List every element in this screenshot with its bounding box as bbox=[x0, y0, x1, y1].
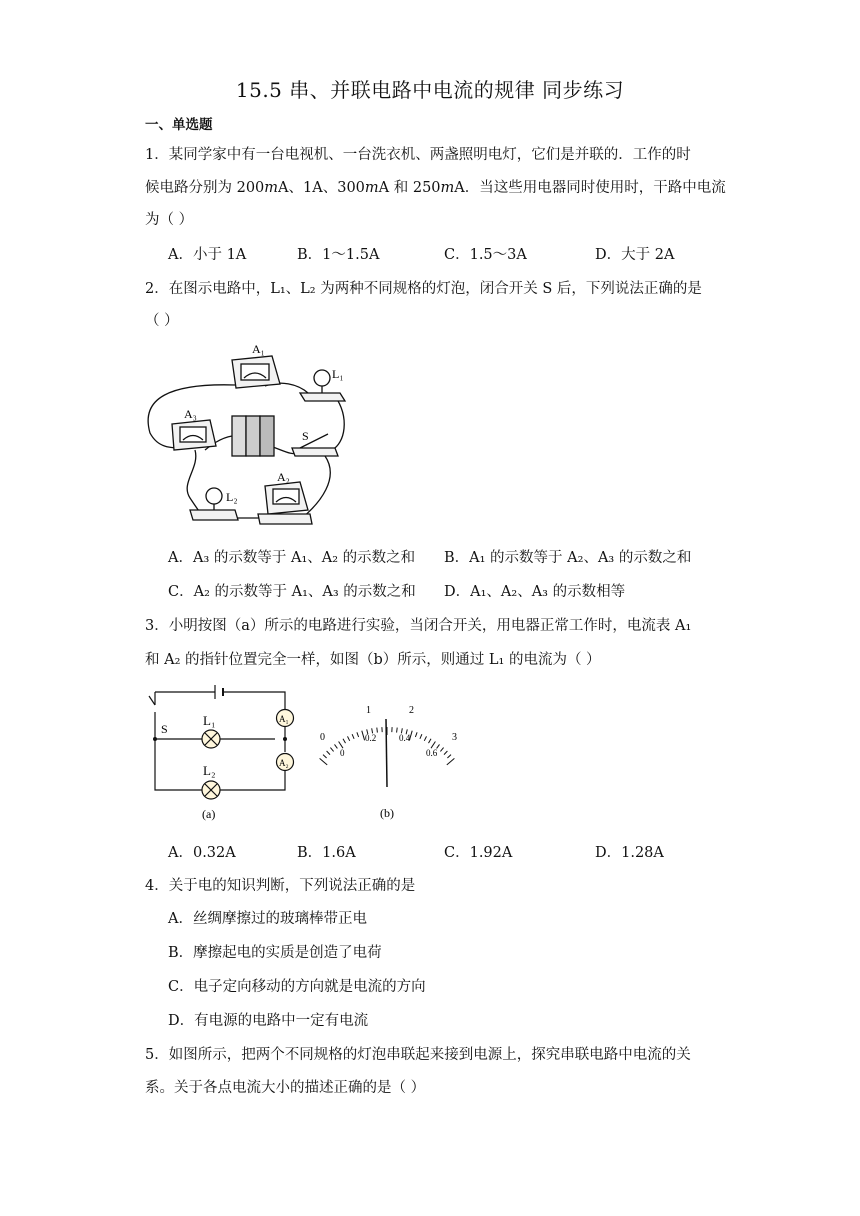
label-a2: A₂ bbox=[277, 470, 290, 484]
dial-top-2: 2 bbox=[409, 705, 414, 716]
q3-figure-b-dial bbox=[315, 695, 465, 820]
q5-line2: 系。关于各点电流大小的描述正确的是（ ） bbox=[145, 1080, 426, 1096]
q2-option-a[interactable]: A．A₃ 的示数等于 A₁、A₂ 的示数之和 bbox=[168, 550, 416, 566]
q3-option-a[interactable]: A．0.32A bbox=[168, 845, 236, 861]
dial-tick bbox=[377, 728, 378, 733]
dial-tick bbox=[415, 732, 417, 737]
dial-tick bbox=[429, 739, 432, 743]
dial-tick bbox=[357, 732, 359, 737]
label-l2: L₂ bbox=[203, 763, 216, 778]
q4-line1: 4．关于电的知识判断，下列说法正确的是 bbox=[145, 878, 416, 894]
dial-bottom-0-6: 0.6 bbox=[426, 748, 438, 758]
q1-line3: 为（ ） bbox=[145, 212, 194, 228]
caption-b: (b) bbox=[380, 806, 394, 820]
dial-tick bbox=[352, 734, 354, 739]
q3-option-c[interactable]: C．1.92A bbox=[444, 845, 513, 861]
dial-bottom-0: 0 bbox=[340, 748, 345, 758]
q2-line1: 2．在图示电路中，L₁、L₂ 为两种不同规格的灯泡，闭合开关 S 后，下列说法正确的是 bbox=[145, 281, 702, 297]
q1-option-b[interactable]: B．1～1.5A bbox=[297, 247, 380, 263]
label-s: S bbox=[161, 722, 168, 736]
q1-option-d[interactable]: D．大于 2A bbox=[595, 247, 675, 263]
dial-tick bbox=[330, 748, 333, 752]
dial-tick bbox=[335, 744, 338, 748]
dial-tick bbox=[348, 736, 350, 740]
dial-tick bbox=[420, 734, 422, 739]
dial-needle bbox=[386, 719, 387, 787]
q3-option-d[interactable]: D．1.28A bbox=[595, 845, 664, 861]
q4-option-a[interactable]: A．丝绸摩擦过的玻璃棒带正电 bbox=[168, 911, 367, 927]
label-l1: L₁ bbox=[332, 367, 344, 381]
q1-line2: 候电路分别为 200mA、1A、300mA 和 250mA．当这些用电器同时使用时，干路中电流 bbox=[145, 180, 726, 196]
label-a1: A₁ bbox=[279, 714, 289, 724]
q2-option-d[interactable]: D．A₁、A₂、A₃ 的示数相等 bbox=[444, 584, 626, 600]
dial-tick bbox=[320, 758, 328, 765]
q1-line1: 1．某同学家中有一台电视机、一台洗衣机、两盏照明电灯，它们是并联的．工作的时 bbox=[145, 147, 691, 163]
q3-line2: 和 A₂ 的指针位置完全一样，如图（b）所示，则通过 L₁ 的电流为（ ） bbox=[145, 652, 601, 668]
label-l2: L₂ bbox=[226, 490, 238, 504]
q2-option-c[interactable]: C．A₂ 的示数等于 A₁、A₃ 的示数之和 bbox=[168, 584, 416, 600]
q3-line1: 3．小明按图（a）所示的电路进行实验，当闭合开关，用电器正常工作时，电流表 A₁ bbox=[145, 618, 692, 634]
dial-tick bbox=[444, 751, 447, 755]
dial-tick bbox=[323, 755, 327, 758]
dial-tick bbox=[447, 758, 455, 765]
label-a3: A₃ bbox=[184, 407, 197, 421]
q1-option-a[interactable]: A．小于 1A bbox=[168, 247, 247, 263]
caption-a: (a) bbox=[202, 807, 216, 821]
dial-tick bbox=[343, 739, 346, 743]
q4-option-c[interactable]: C．电子定向移动的方向就是电流的方向 bbox=[168, 979, 426, 995]
dial-top-0: 0 bbox=[320, 732, 325, 743]
q4-option-d[interactable]: D．有电源的电路中一定有电流 bbox=[168, 1013, 369, 1029]
label-l1: L₁ bbox=[203, 713, 216, 728]
dial-bottom-0-2: 0.2 bbox=[365, 733, 377, 743]
q3-option-b[interactable]: B．1.6A bbox=[297, 845, 356, 861]
label-a2: A₂ bbox=[279, 758, 289, 768]
label-s: S bbox=[302, 429, 309, 443]
dial-top-1: 1 bbox=[366, 705, 371, 716]
page-title: 15.5 串、并联电路中电流的规律 同步练习 bbox=[235, 78, 625, 102]
q3-figure-a bbox=[145, 680, 305, 822]
q2-line2: （ ） bbox=[145, 313, 179, 329]
dial-tick bbox=[327, 751, 330, 755]
dial-tick bbox=[447, 755, 451, 758]
q2-circuit-figure bbox=[140, 338, 360, 533]
q1-option-c[interactable]: C．1.5～3A bbox=[444, 247, 527, 263]
dial-tick bbox=[397, 728, 398, 733]
q2-option-b[interactable]: B．A₁ 的示数等于 A₂、A₃ 的示数之和 bbox=[444, 550, 692, 566]
section-heading: 一、单选题 bbox=[145, 117, 213, 133]
dial-bottom-0-4: 0.4 bbox=[399, 733, 411, 743]
dial-top-3: 3 bbox=[452, 732, 457, 743]
q4-option-b[interactable]: B．摩擦起电的实质是创造了电荷 bbox=[168, 945, 382, 961]
dial-tick bbox=[440, 748, 443, 752]
dial-tick bbox=[424, 736, 426, 740]
label-a1: A₁ bbox=[252, 342, 265, 356]
q5-line1: 5．如图所示，把两个不同规格的灯泡串联起来接到电源上，探究串联电路中电流的关 bbox=[145, 1047, 691, 1063]
